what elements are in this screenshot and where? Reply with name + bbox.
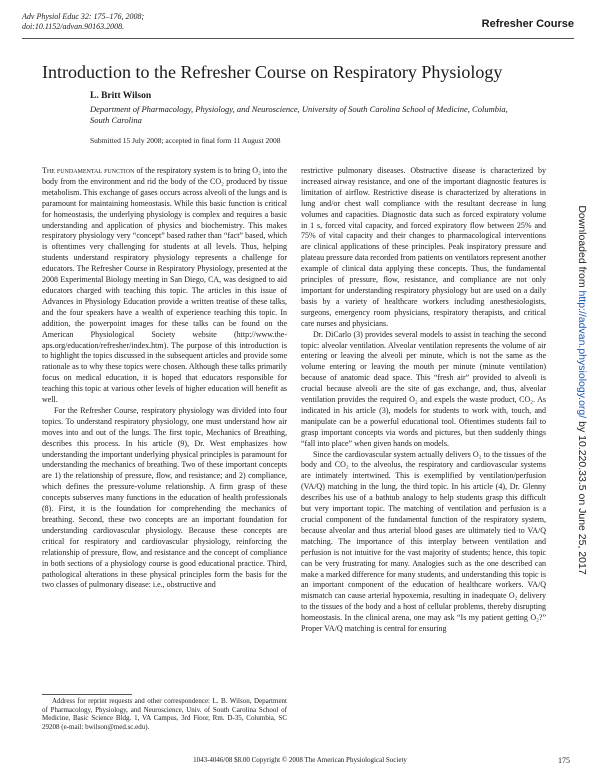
source-link[interactable]: http://advan.physiology.org/	[576, 290, 588, 419]
journal-line: Adv Physiol Educ 32: 175–176, 2008;	[22, 12, 145, 21]
paragraph: restrictive pulmonary diseases. Obstructive disease is characterized by increased airway resistance, and one of the important diagnostic features is limitation of airflow. Restrictive disease is characterized by alterations in lung and/or chest wall compliance with the resultant decrease in lung volumes and capacities. Diagnostic data such as forced expiratory volume in 1 s, forced vital capacity, and forced expiratory flow between 25% and 75% of vital capacity and their changes to pharmacological interventions are clinical applications of these principles. Peak inspiratory pressure and plateau pressure data recorded from patients on ventilators represent another example of clinical data applying these concepts. Thus, the fundamental principles of pressure, flow, resistance, and compliance are not only important for understanding respiratory physiology but are used on a daily basis by a variety of healthcare workers including anesthesiologists, surgeons, emergency room physicians, respiratory therapists, and critical care nurses and physicians.	[301, 166, 546, 328]
paragraph: Since the cardiovascular system actually delivers O₂ to the tissues of the body and CO₂ to the alveolus, the respiratory and cardiovascular systems are intimately intertwined. This is exemplified by ventilation/perfusion (VA/Q) matching in the lung, the third topic. In his article (4), Dr. Glenny describes his use of a bathtub analogy to help students grasp this difficult but very important topic. The matching of ventilation and perfusion is a crucial component of the fundamental function of the respiratory system, because alveolar and thus arterial blood gases are ultimately tied to VA/Q matching. The importance of this interplay between ventilation and perfusion is not intuitive for the vast majority of students; hence, this topic can be very frustrating for many. Analogies such as the one described can make a marked difference for many students, and understanding this topic is an important component of the education of healthcare workers. VA/Q mismatch can cause arterial hypoxemia, resulting in inadequate O₂ delivery to the tissues of the body and a host of cellular problems, thereby disrupting homeostasis. In the clinical arena, one may ask “Is my patient getting O₂?” Proper VA/Q matching is central for ensuring	[301, 449, 546, 634]
left-column	[42, 166, 287, 591]
download-watermark	[576, 205, 588, 574]
submission-dates: Submitted 15 July 2008; accepted in final form 11 August 2008	[90, 136, 281, 145]
lead-in: The fundamental function	[42, 166, 135, 175]
journal-citation	[22, 12, 144, 32]
copyright-line: 1043-4046/08 $8.00 Copyright © 2008 The American Physiological Society	[193, 756, 407, 764]
footnote-rule	[42, 694, 132, 695]
article-title: Introduction to the Refresher Course on Respiratory Physiology	[42, 62, 503, 82]
right-column	[301, 166, 546, 635]
doi-line: doi:10.1152/advan.90163.2008.	[22, 22, 125, 31]
header-rule	[22, 38, 574, 39]
paragraph: Dr. DiCarlo (3) provides several models to assist in teaching the second topic: alveolar ventilation. Alveolar ventilation represents the volume of air entering or leaving the alveoli per minute, which is not the same as the volume entering or leaving the mouth per minute (minute ventilation) because of anatomic dead space. This “fresh air” provided to alveoli is crucial because alveoli are the site of gas exchange, and, thus, alveolar ventilation provides the required O₂ and expels the waste product, CO₂. As indicated in his article (3), models for students to work with, touch, and manipulate can be a powerful educational tool. Oftentimes students fail to grasp important concepts via words and pictures, but then suddenly things “fall into place” when given hands on models.	[301, 329, 546, 448]
download-prefix: Downloaded from	[576, 205, 588, 288]
author-affiliation: Department of Pharmacology, Physiology, and Neuroscience, University of South Carolina School of Medicine, Columbia, South Carolina	[90, 104, 508, 125]
paragraph: For the Refresher Course, respiratory physiology was divided into four topics. To understand respiratory physiology, one must understand how air moves into and out of the lungs. The first topic, Mechanics of Breathing, describes this process. In his article (9), Dr. West emphasizes how understanding the important underlying physical principles is paramount for understanding the mechanics of breathing. Two of these important concepts are 1) the relationship of pressure, flow, and resistance; and 2) compliance, which defines the pressure-volume relationship. A firm grasp of these concepts subserves many functions in the education of health professionals (8). First, it is the foundation for comprehending the mechanics of breathing. Second, these two concepts are an important foundation for understanding cardiovascular physiology. Because these concepts are critical for respiratory and cardiovascular physiology, reinforcing the relationship of pressure, flow, and resistance and the concept of compliance in both sections of a physiology course is good educational practice. Third, pathological alterations in these physical principles form the basis for the two classes of pulmonary disease: i.e., obstructive and	[42, 405, 287, 590]
paragraph	[42, 166, 287, 406]
page-number: 175	[558, 756, 570, 765]
download-suffix: by 10.220.33.5 on June 25, 2017	[576, 421, 588, 575]
correspondence-footnote: Address for reprint requests and other correspondence: L. B. Wilson, Department of Pharmacology, Physiology, and Neuroscience, Univ. of South Carolina School of Medicine, Basic Science Bldg. 1, VA Campus, 3rd Floor, Rm. D-35, Columbia, SC 29208 (e-mail: bwilson@med.sc.edu).	[42, 697, 287, 731]
section-label: Refresher Course	[481, 18, 574, 30]
author-name: L. Britt Wilson	[90, 91, 152, 101]
paragraph-text: of the respiratory system is to bring O₂ into the body from the environment and rid the body of the CO₂ produced by tissue metabolism. This exchange of gases occurs across alveoli of the lungs and is paramount for maintaining homeostasis. While this basic function is critical for homeostasis, the underlying physiology is complex and requires a basic understanding and application of physics and biochemistry. This makes respiratory physiology very “concept” based rather than “fact” based, which is oftentimes very challenging for students at all levels. Thus, helping students understand respiratory physiology represents a challenge for educators. The Refresher Course in Respiratory Physiology, presented at the 2008 Experimental Biology meeting in San Diego, CA, was designed to aid educators charged with teaching this topic. The articles in this issue of Advances in Physiology Education provide a written treatise of these talks, and the four speakers have a wealth of experience teaching this topic. In addition, the powerpoint images for these talks can be found on the American Physiological Society website (http://www.the-aps.org/education/refresher/index.htm). The purpose of this introduction is to highlight the topics discussed in the subsequent articles and provide some rationale as to why these topics were chosen. Although these talks primarily focus on medical education, it is hoped that educators responsible for teaching this topic at various other levels of higher education will benefit as well.	[42, 166, 288, 405]
